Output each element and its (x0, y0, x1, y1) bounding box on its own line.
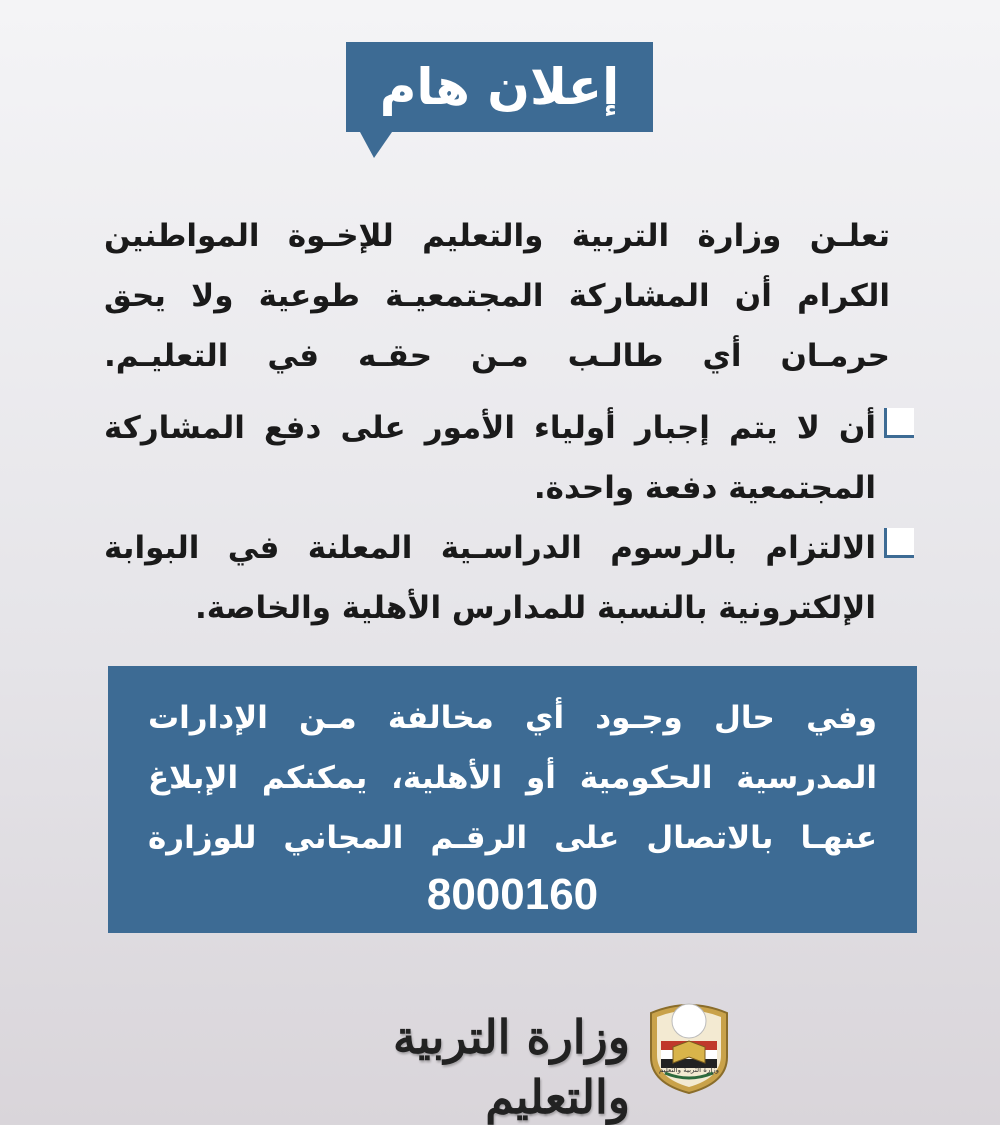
notice-box (108, 666, 917, 933)
hotline-number: 8000160 (426, 870, 599, 919)
title-banner (346, 42, 653, 132)
ministry-name-logotype: وزارة التربية والتعليم (393, 1010, 630, 1124)
conditions-list (104, 398, 916, 638)
intro-text: تعلـن وزارة التربية والتعليم للإخـوة المواطنين الكرام أن المشاركة المجتمعيـة طوعية ولا يحق حرمـان أي طالـب مـن حقـه في التعليـم. (104, 218, 890, 374)
emblem-caption: وزارة التربية والتعليم (658, 1066, 720, 1074)
footer (265, 990, 735, 1124)
ministry-emblem-icon (643, 995, 735, 1095)
intro-paragraph (104, 206, 890, 386)
condition-item (104, 398, 916, 518)
checkbox-icon (884, 408, 914, 438)
checkbox-icon (884, 528, 914, 558)
condition-text: أن لا يتم إجبار أولياء الأمور على دفع المشاركة المجتمعية دفعة واحدة. (104, 410, 876, 506)
condition-item (104, 518, 916, 638)
condition-text: الالتزام بالرسوم الدراسـية المعلنة في البوابة الإلكترونية بالنسبة للمدارس الأهلية والخاصة. (104, 530, 876, 626)
notice-text: وفي حال وجـود أي مخالفة مـن الإدارات المدرسية الحكومية أو الأهلية، يمكنكم الإبلاغ عنهـا بالاتصال على الرقـم المجاني للوزارة (148, 700, 877, 856)
page-title: إعلان هام (379, 58, 620, 116)
